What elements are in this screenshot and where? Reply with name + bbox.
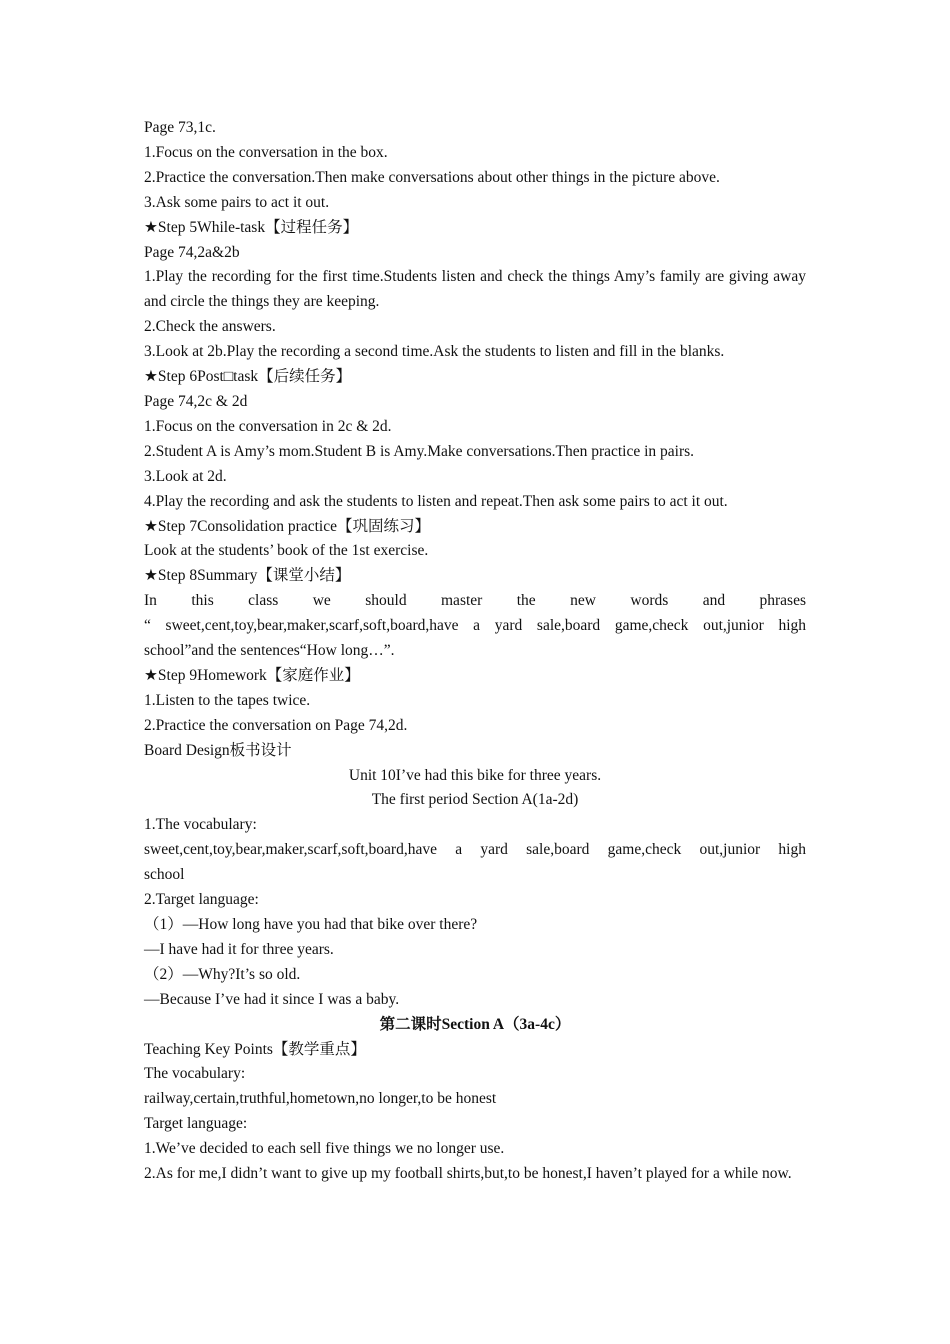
board-subtitle: The first period Section A(1a-2d) <box>371 791 579 809</box>
text-line: Target language: <box>144 1115 248 1133</box>
text-line: Teaching Key Points【教学重点】 <box>144 1040 366 1058</box>
text-line: 1.We’ve decided to each sell five things we no longer use. <box>144 1140 505 1158</box>
step-heading: ★Step 5While-task【过程任务】 <box>144 218 359 236</box>
text-line: 2.Practice the conversation on Page 74,2d. <box>144 716 408 734</box>
text-line: Look at the students’ book of the 1st exercise. <box>144 542 429 560</box>
dialogue-line: （2）—Why?It’s so old. <box>144 965 301 983</box>
text-paragraph: 2.As for me,I didn’t want to give up my football shirts,but,to be honest,I haven’t played for a while now. <box>144 1165 792 1183</box>
text-line: 1.Focus on the conversation in 2c & 2d. <box>144 417 392 435</box>
text-line: 2.Student A is Amy’s mom.Student B is Amy.Make conversations.Then practice in pairs. <box>144 442 695 460</box>
summary-line-3: school”and the sentences“How long…”. <box>144 642 395 660</box>
dialogue-line: （1）—How long have you had that bike over there? <box>144 916 478 933</box>
step-heading: ★Step 6Post□task【后续任务】 <box>144 368 352 386</box>
step-heading: ★Step 8Summary【课堂小结】 <box>144 567 351 585</box>
section-heading: 第二课时Section A（3a-4c） <box>379 1015 571 1033</box>
text-line: 2.Check the answers. <box>144 318 276 336</box>
text-line: 2.Practice the conversation.Then make conversations about other things in the picture above. <box>144 168 720 186</box>
vocabulary-line: school <box>144 866 185 884</box>
dialogue-line: —I have had it for three years. <box>144 940 334 958</box>
text-line: 3.Ask some pairs to act it out. <box>144 193 330 211</box>
dialogue-line: —Because I’ve had it since I was a baby. <box>144 990 400 1008</box>
text-line: 1.Listen to the tapes twice. <box>144 691 311 709</box>
board-design-heading: Board Design板书设计 <box>144 741 292 759</box>
step-heading: ★Step 9Homework【家庭作业】 <box>144 666 360 684</box>
text-line: railway,certain,truthful,hometown,no longer,to be honest <box>144 1090 497 1108</box>
document-body <box>144 116 806 1187</box>
text-line: 3.Look at 2b.Play the recording a second time.Ask the students to listen and fill in the blanks. <box>144 343 725 361</box>
text-line: Page 74,2a&2b <box>144 243 240 261</box>
summary-line-1: In this class we should master the new words and phrases <box>144 592 806 610</box>
step-heading: ★Step 7Consolidation practice【巩固练习】 <box>144 517 430 535</box>
text-line: 3.Look at 2d. <box>144 467 227 485</box>
summary-line-2: “ sweet,cent,toy,bear,maker,scarf,soft,board,have a yard sale,board game,check out,junior high <box>144 617 806 635</box>
text-paragraph: 1.Play the recording for the first time.Students listen and check the things Amy’s family are giving away and circle the things they are keeping. <box>144 268 806 311</box>
board-title: Unit 10I’ve had this bike for three years. <box>348 766 602 784</box>
text-line: Page 74,2c & 2d <box>144 392 248 410</box>
text-line: The vocabulary: <box>144 1065 246 1083</box>
text-line: 1.Focus on the conversation in the box. <box>144 143 388 161</box>
text-line: 1.The vocabulary: <box>144 816 257 834</box>
text-line: 2.Target language: <box>144 891 259 909</box>
vocabulary-line: sweet,cent,toy,bear,maker,scarf,soft,board,have a yard sale,board game,check out,junior high <box>144 841 806 859</box>
text-line: 4.Play the recording and ask the students to listen and repeat.Then ask some pairs to act it out. <box>144 492 728 510</box>
text-line: Page 73,1c. <box>144 119 216 136</box>
